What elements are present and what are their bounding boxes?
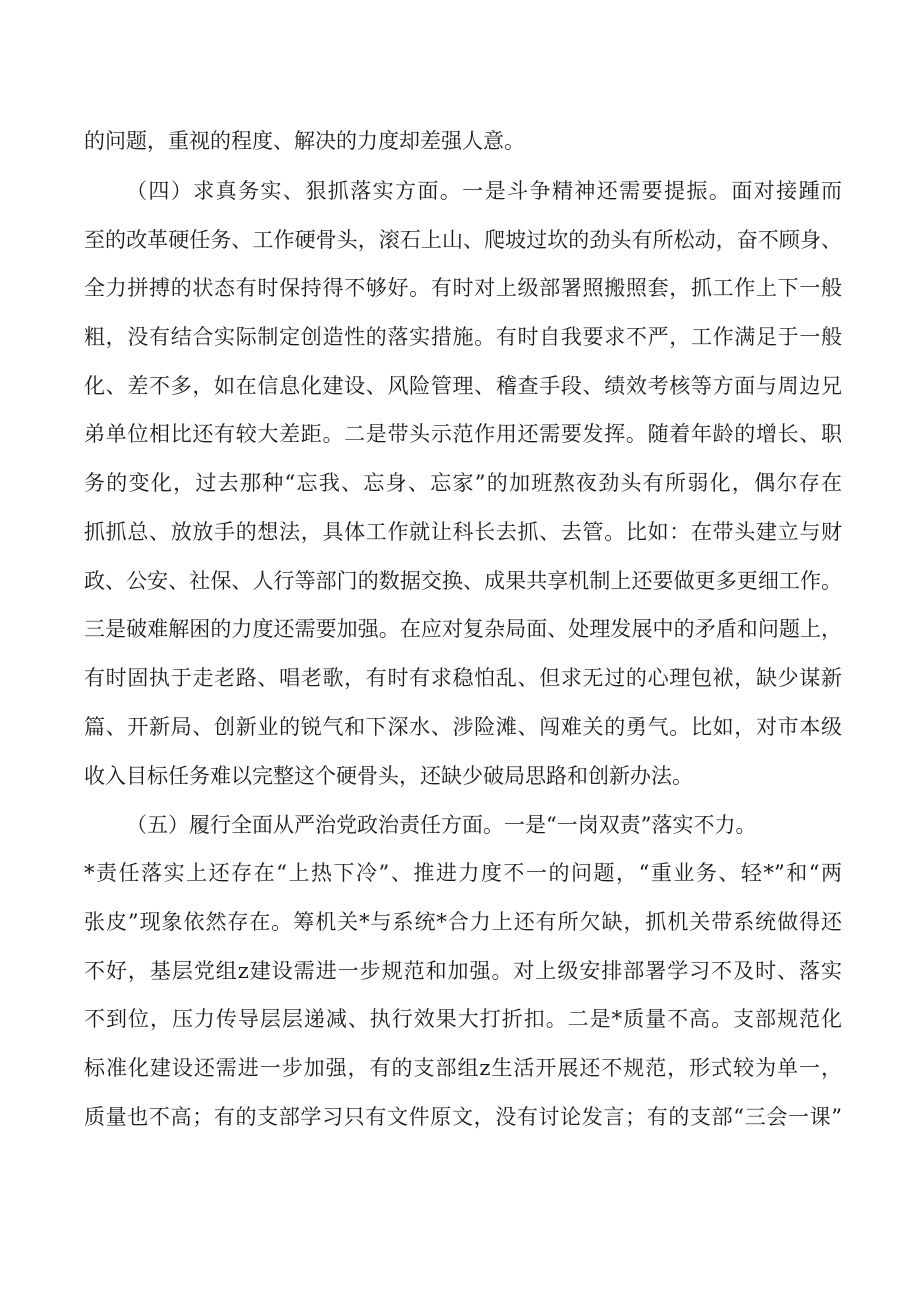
text-line: 的问题，重视的程度、解决的力度却差强人意。 (84, 129, 525, 153)
text-line: 化、差不多，如在信息化建设、风险管理、稽查手段、绩效考核等方面与周边兄 (84, 374, 842, 398)
text-line: 至的改革硬任务、工作硬骨头，滚石上山、爬坡过坎的劲头有所松动，奋不顾身、 (84, 228, 842, 252)
text-line: 张皮”现象依然存在。筹机关*与系统*合力上还有所欠缺，抓机关带系统做得还 (84, 910, 842, 934)
text-line: 务的变化，过去那种“忘我、忘身、忘家”的加班熬夜劲头有所弱化，偶尔存在 (84, 471, 842, 495)
text-line: 收入目标任务难以完整这个硬骨头，还缺少破局思路和创新办法。 (84, 764, 693, 788)
text-line: 三是破难解困的力度还需要加强。在应对复杂局面、处理发展中的矛盾和问题上， (84, 617, 842, 641)
text-line: 不到位，压力传导层层递减、执行效果大打折扣。二是*质量不高。支部规范化 (84, 1007, 842, 1031)
text-line: *责任落实上还存在“上热下冷”、推进力度不一的问题，“重业务、轻*”和“两 (84, 861, 842, 885)
text-line: 粗，没有结合实际制定创造性的落实措施。有时自我要求不严，工作满足于一般 (84, 325, 842, 349)
text-line: 篇、开新局、创新业的锐气和下深水、涉险滩、闯难关的勇气。比如，对市本级 (84, 715, 842, 739)
text-line: 标准化建设还需进一步加强，有的支部组z生活开展还不规范，形式较为单一， (84, 1056, 842, 1080)
text-line: 政、公安、社保、人行等部门的数据交换、成果共享机制上还要做更多更细工作。 (84, 569, 842, 593)
paragraph-5-heading-line: （五）履行全面从严治党政治责任方面。一是“一岗双责”落实不力。 (126, 813, 757, 837)
text-line: 质量也不高；有的支部学习只有文件原文，没有讨论发言；有的支部“三会一课” (84, 1105, 842, 1129)
text-line: 不好，基层党组z建设需进一步规范和加强。对上级安排部署学习不及时、落实 (84, 959, 842, 983)
text-line: 有时固执于走老路、唱老歌，有时有求稳怕乱、但求无过的心理包袱，缺少谋新 (84, 666, 842, 690)
paragraph-4-heading-line: （四）求真务实、狠抓落实方面。一是斗争精神还需要提振。面对接踵而 (126, 179, 842, 203)
text-line: 抓抓总、放放手的想法，具体工作就让科长去抓、去管。比如：在带头建立与财 (84, 520, 842, 544)
text-line: 弟单位相比还有较大差距。二是带头示范作用还需要发挥。随着年龄的增长、职 (84, 422, 842, 446)
text-line: 全力拼搏的状态有时保持得不够好。有时对上级部署照搬照套，抓工作上下一般 (84, 276, 842, 300)
